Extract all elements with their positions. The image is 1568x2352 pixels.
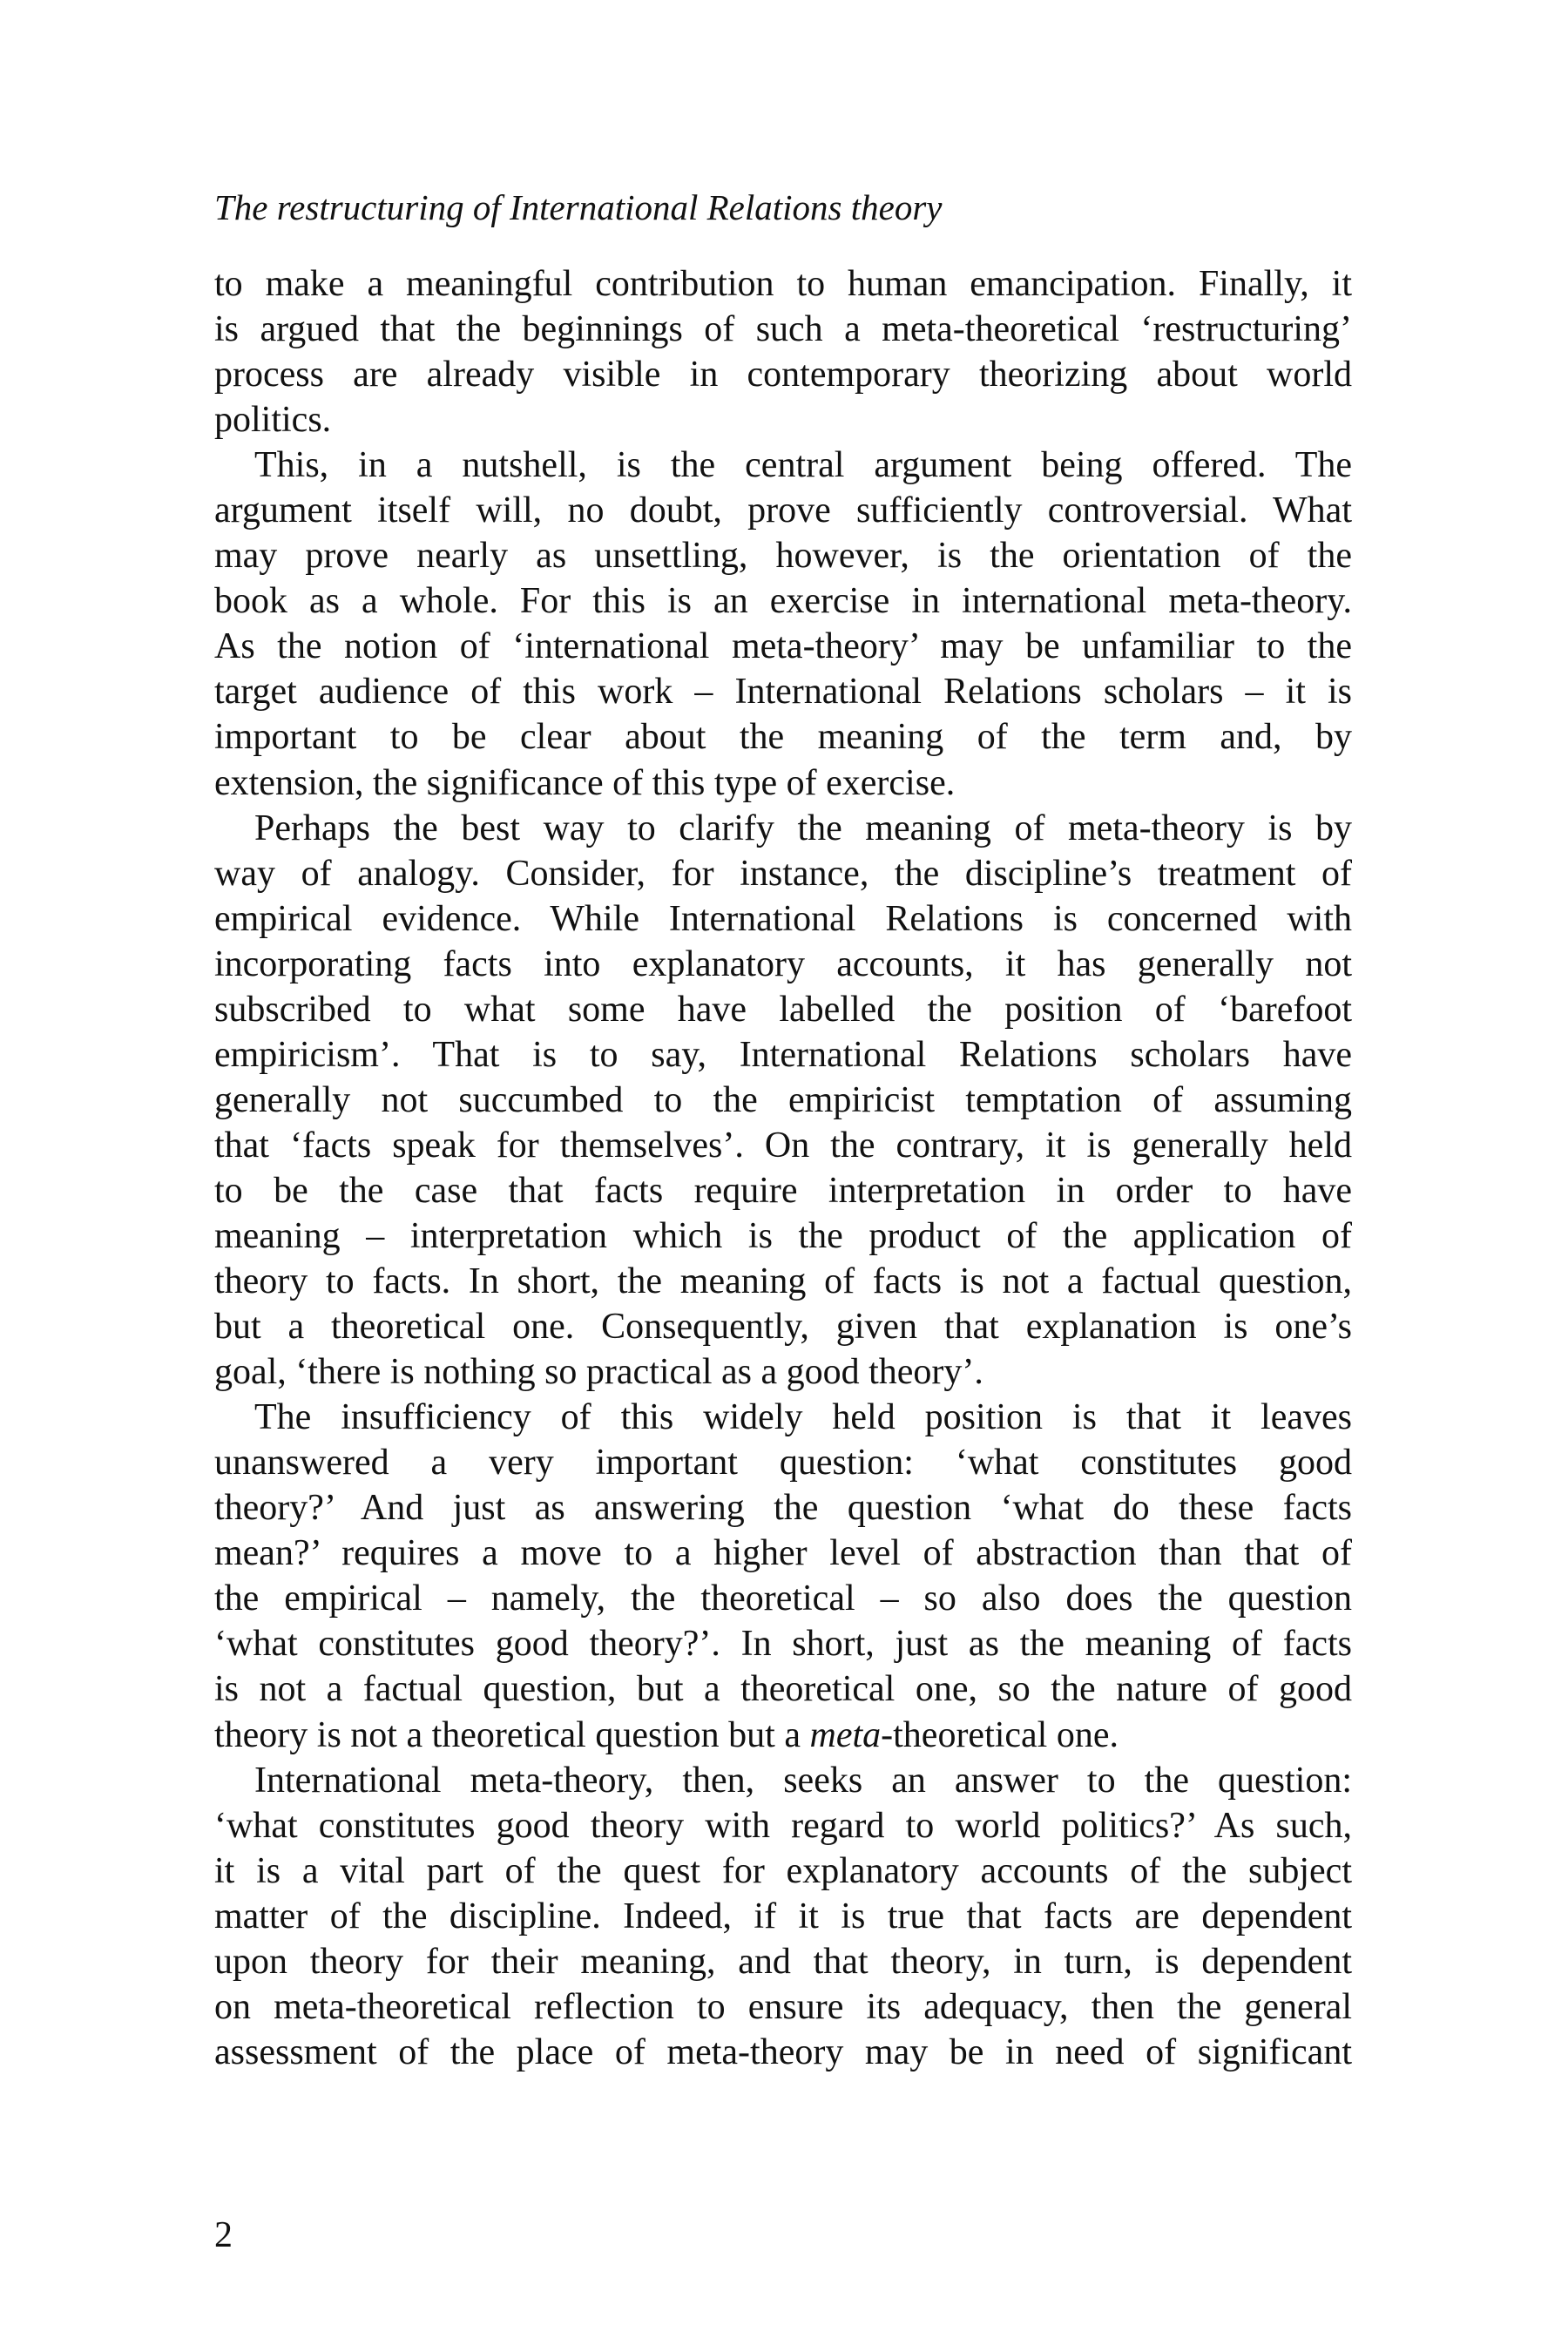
text-line: The insufficiency of this widely held position is that it leaves <box>254 1397 1352 1438</box>
text-line: extension, the significance of this type of exercise. <box>214 762 956 803</box>
text-line: to be the case that facts require interpretation in order to have <box>214 1170 1352 1211</box>
text-line: target audience of this work – International Relations scholars – it is <box>214 672 1352 713</box>
text-line: International meta-theory, then, seeks an answer to the question: <box>254 1760 1352 1801</box>
text-line: politics. <box>214 400 332 441</box>
text-line: theory to facts. In short, the meaning of facts is not a factual question, <box>214 1261 1352 1302</box>
text-line: it is a vital part of the quest for explanatory accounts of the subject <box>214 1850 1352 1891</box>
text-line: process are already visible in contemporary theorizing about world <box>214 355 1352 395</box>
text-line: way of analogy. Consider, for instance, the discipline’s treatment of <box>214 853 1352 894</box>
text-line: that ‘facts speak for themselves’. On the contrary, it is generally held <box>214 1125 1352 1166</box>
text-line: but a theoretical one. Consequently, given that explanation is one’s <box>214 1307 1352 1348</box>
text-line: ‘what constitutes good theory?’. In short, just as the meaning of facts <box>214 1624 1352 1665</box>
text-line: is not a factual question, but a theoretical one, so the nature of good <box>214 1669 1352 1710</box>
paragraph <box>214 1758 1352 2075</box>
text-line: important to be clear about the meaning of the term and, by <box>214 717 1352 758</box>
text-line: mean?’ requires a move to a higher level of abstraction than that of <box>214 1533 1352 1574</box>
text-line: theory is not a theoretical question but a meta-theoretical one. <box>214 1714 1119 1755</box>
text-line: book as a whole. For this is an exercise in international meta-theory. <box>214 581 1352 622</box>
text-line: goal, ‘there is nothing so practical as a good theory’. <box>214 1352 983 1393</box>
running-head: The restructuring of International Relations theory <box>214 187 943 227</box>
text-line: matter of the discipline. Indeed, if it is true that facts are dependent <box>214 1896 1352 1936</box>
text-line: ‘what constitutes good theory with regard to world politics?’ As such, <box>214 1805 1352 1846</box>
page-number: 2 <box>214 2215 233 2255</box>
paragraph <box>214 806 1352 1396</box>
paragraph <box>214 261 1352 443</box>
text-line: empiricism’. That is to say, International Relations scholars have <box>214 1034 1352 1075</box>
body-text <box>214 261 1352 2075</box>
text-line: empirical evidence. While International Relations is concerned with <box>214 898 1352 939</box>
text-line: incorporating facts into explanatory accounts, it has generally not <box>214 943 1352 984</box>
paragraph <box>214 443 1352 805</box>
text-line: Perhaps the best way to clarify the meaning of meta-theory is by <box>254 808 1352 848</box>
text-line: is argued that the beginnings of such a meta-theoretical ‘restructuring’ <box>214 309 1352 350</box>
text-line: subscribed to what some have labelled the position of ‘barefoot <box>214 989 1352 1030</box>
text-line: to make a meaningful contribution to human emancipation. Finally, it <box>214 264 1352 304</box>
text-line: assessment of the place of meta-theory may be in need of significant <box>214 2031 1352 2072</box>
text-line: upon theory for their meaning, and that theory, in turn, is dependent <box>214 1941 1352 1982</box>
text-line: the empirical – namely, the theoretical – so also does the question <box>214 1578 1352 1619</box>
text-line: theory?’ And just as answering the question ‘what do these facts <box>214 1488 1352 1529</box>
text-line: may prove nearly as unsettling, however, is the orientation of the <box>214 536 1352 577</box>
text-line: meaning – interpretation which is the product of the application of <box>214 1215 1352 1256</box>
text-line: generally not succumbed to the empiricist temptation of assuming <box>214 1079 1352 1120</box>
text-line: This, in a nutshell, is the central argument being offered. The <box>254 445 1352 486</box>
text-line: argument itself will, no doubt, prove sufficiently controversial. What <box>214 490 1352 531</box>
text-line: on meta-theoretical reflection to ensure its adequacy, then the general <box>214 1986 1352 2027</box>
emphasis: meta <box>809 1714 882 1755</box>
paragraph <box>214 1395 1352 1757</box>
text-line: unanswered a very important question: ‘what constitutes good <box>214 1443 1352 1484</box>
text-line: As the notion of ‘international meta-theory’ may be unfamiliar to the <box>214 626 1352 667</box>
